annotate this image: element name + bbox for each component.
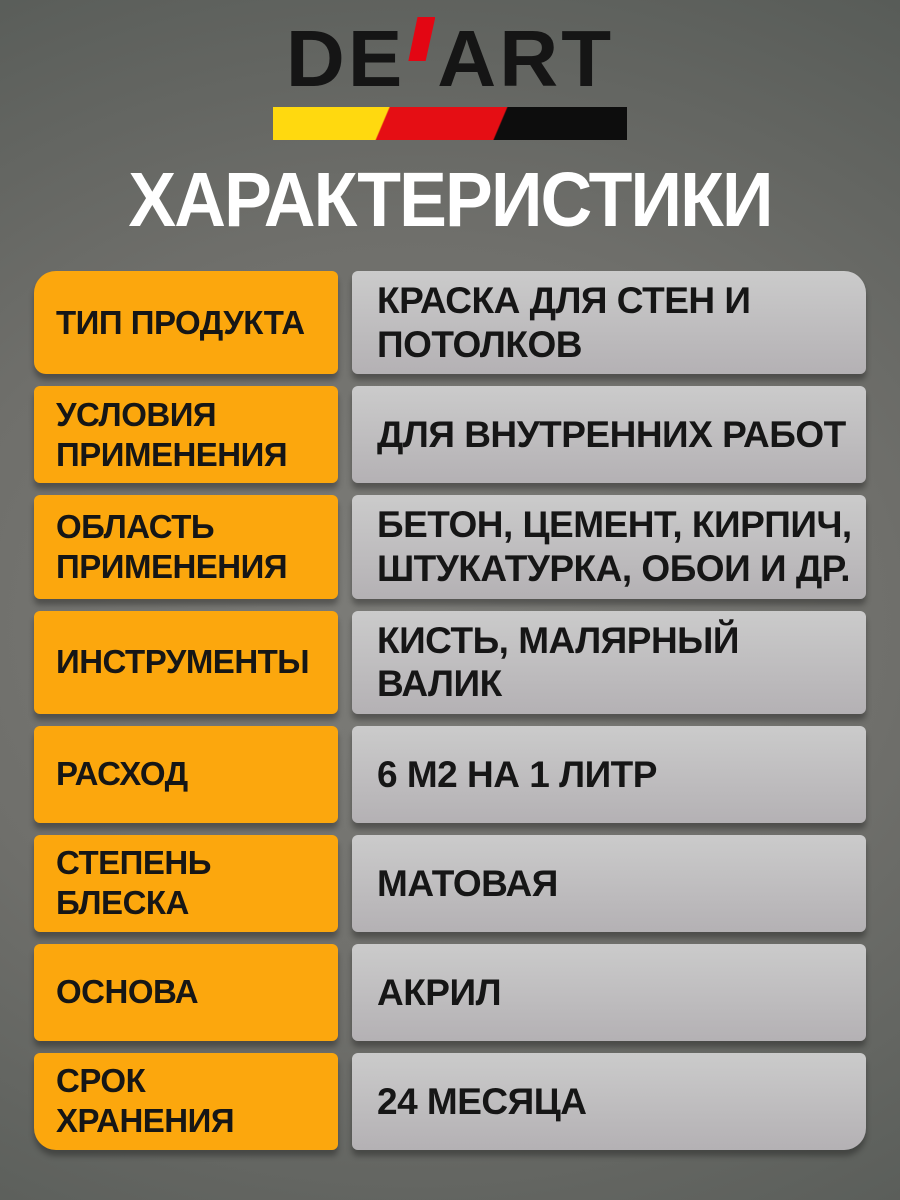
brand-logo-wordmark: [0, 16, 900, 102]
row-value: АКРИЛ: [377, 971, 502, 1013]
row-label: СРОК ХРАНЕНИЯ: [56, 1062, 235, 1140]
row-label: УСЛОВИЯ ПРИМЕНЕНИЯ: [56, 395, 288, 473]
row-value: ДЛЯ ВНУТРЕННИХ РАБОТ: [377, 413, 846, 455]
table-row: [34, 611, 866, 714]
row-label: ИНСТРУМЕНТЫ: [56, 643, 310, 681]
row-value-cell: [352, 1053, 866, 1150]
row-value: 24 МЕСЯЦА: [377, 1080, 587, 1122]
row-value-cell: [352, 944, 866, 1041]
row-label-cell: [34, 944, 338, 1041]
row-value-cell: [352, 386, 866, 483]
row-label-cell: [34, 835, 338, 932]
red-apostrophe-icon: [408, 17, 435, 61]
table-row: [34, 1053, 866, 1150]
page-title: ХАРАКТЕРИСТИКИ: [128, 157, 772, 243]
table-row: [34, 271, 866, 374]
brand-flag-stripe: [273, 107, 627, 140]
row-label-cell: [34, 611, 338, 714]
row-value-cell: [352, 495, 866, 598]
brand-logo: [0, 0, 900, 140]
row-value: МАТОВАЯ: [377, 862, 558, 904]
row-label: СТЕПЕНЬ БЛЕСКА: [56, 844, 211, 922]
row-value-cell: [352, 271, 866, 374]
characteristics-table: [34, 271, 866, 1150]
row-value-cell: [352, 726, 866, 823]
row-value: 6 М2 НА 1 ЛИТР: [377, 753, 657, 795]
row-value: БЕТОН, ЦЕМЕНТ, КИРПИЧ, ШТУКАТУРКА, ОБОИ И ДР.: [377, 504, 852, 589]
logo-text-left: DE: [286, 14, 406, 103]
row-label: ОБЛАСТЬ ПРИМЕНЕНИЯ: [56, 507, 288, 585]
row-value-cell: [352, 611, 866, 714]
row-label-cell: [34, 1053, 338, 1150]
table-row: [34, 495, 866, 598]
row-label: ОСНОВА: [56, 973, 199, 1011]
row-value: КИСТЬ, МАЛЯРНЫЙ ВАЛИК: [377, 619, 739, 705]
table-row: [34, 944, 866, 1041]
row-label-cell: [34, 386, 338, 483]
row-label-cell: [34, 726, 338, 823]
row-label-cell: [34, 495, 338, 598]
row-value: КРАСКА ДЛЯ СТЕН И ПОТОЛКОВ: [377, 280, 751, 365]
table-row: [34, 386, 866, 483]
row-label: ТИП ПРОДУКТА: [56, 303, 305, 341]
row-value-cell: [352, 835, 866, 932]
table-row: [34, 726, 866, 823]
row-label: РАСХОД: [56, 755, 188, 793]
row-label-cell: [34, 271, 338, 374]
table-row: [34, 835, 866, 932]
logo-text-right: ART: [437, 14, 615, 103]
